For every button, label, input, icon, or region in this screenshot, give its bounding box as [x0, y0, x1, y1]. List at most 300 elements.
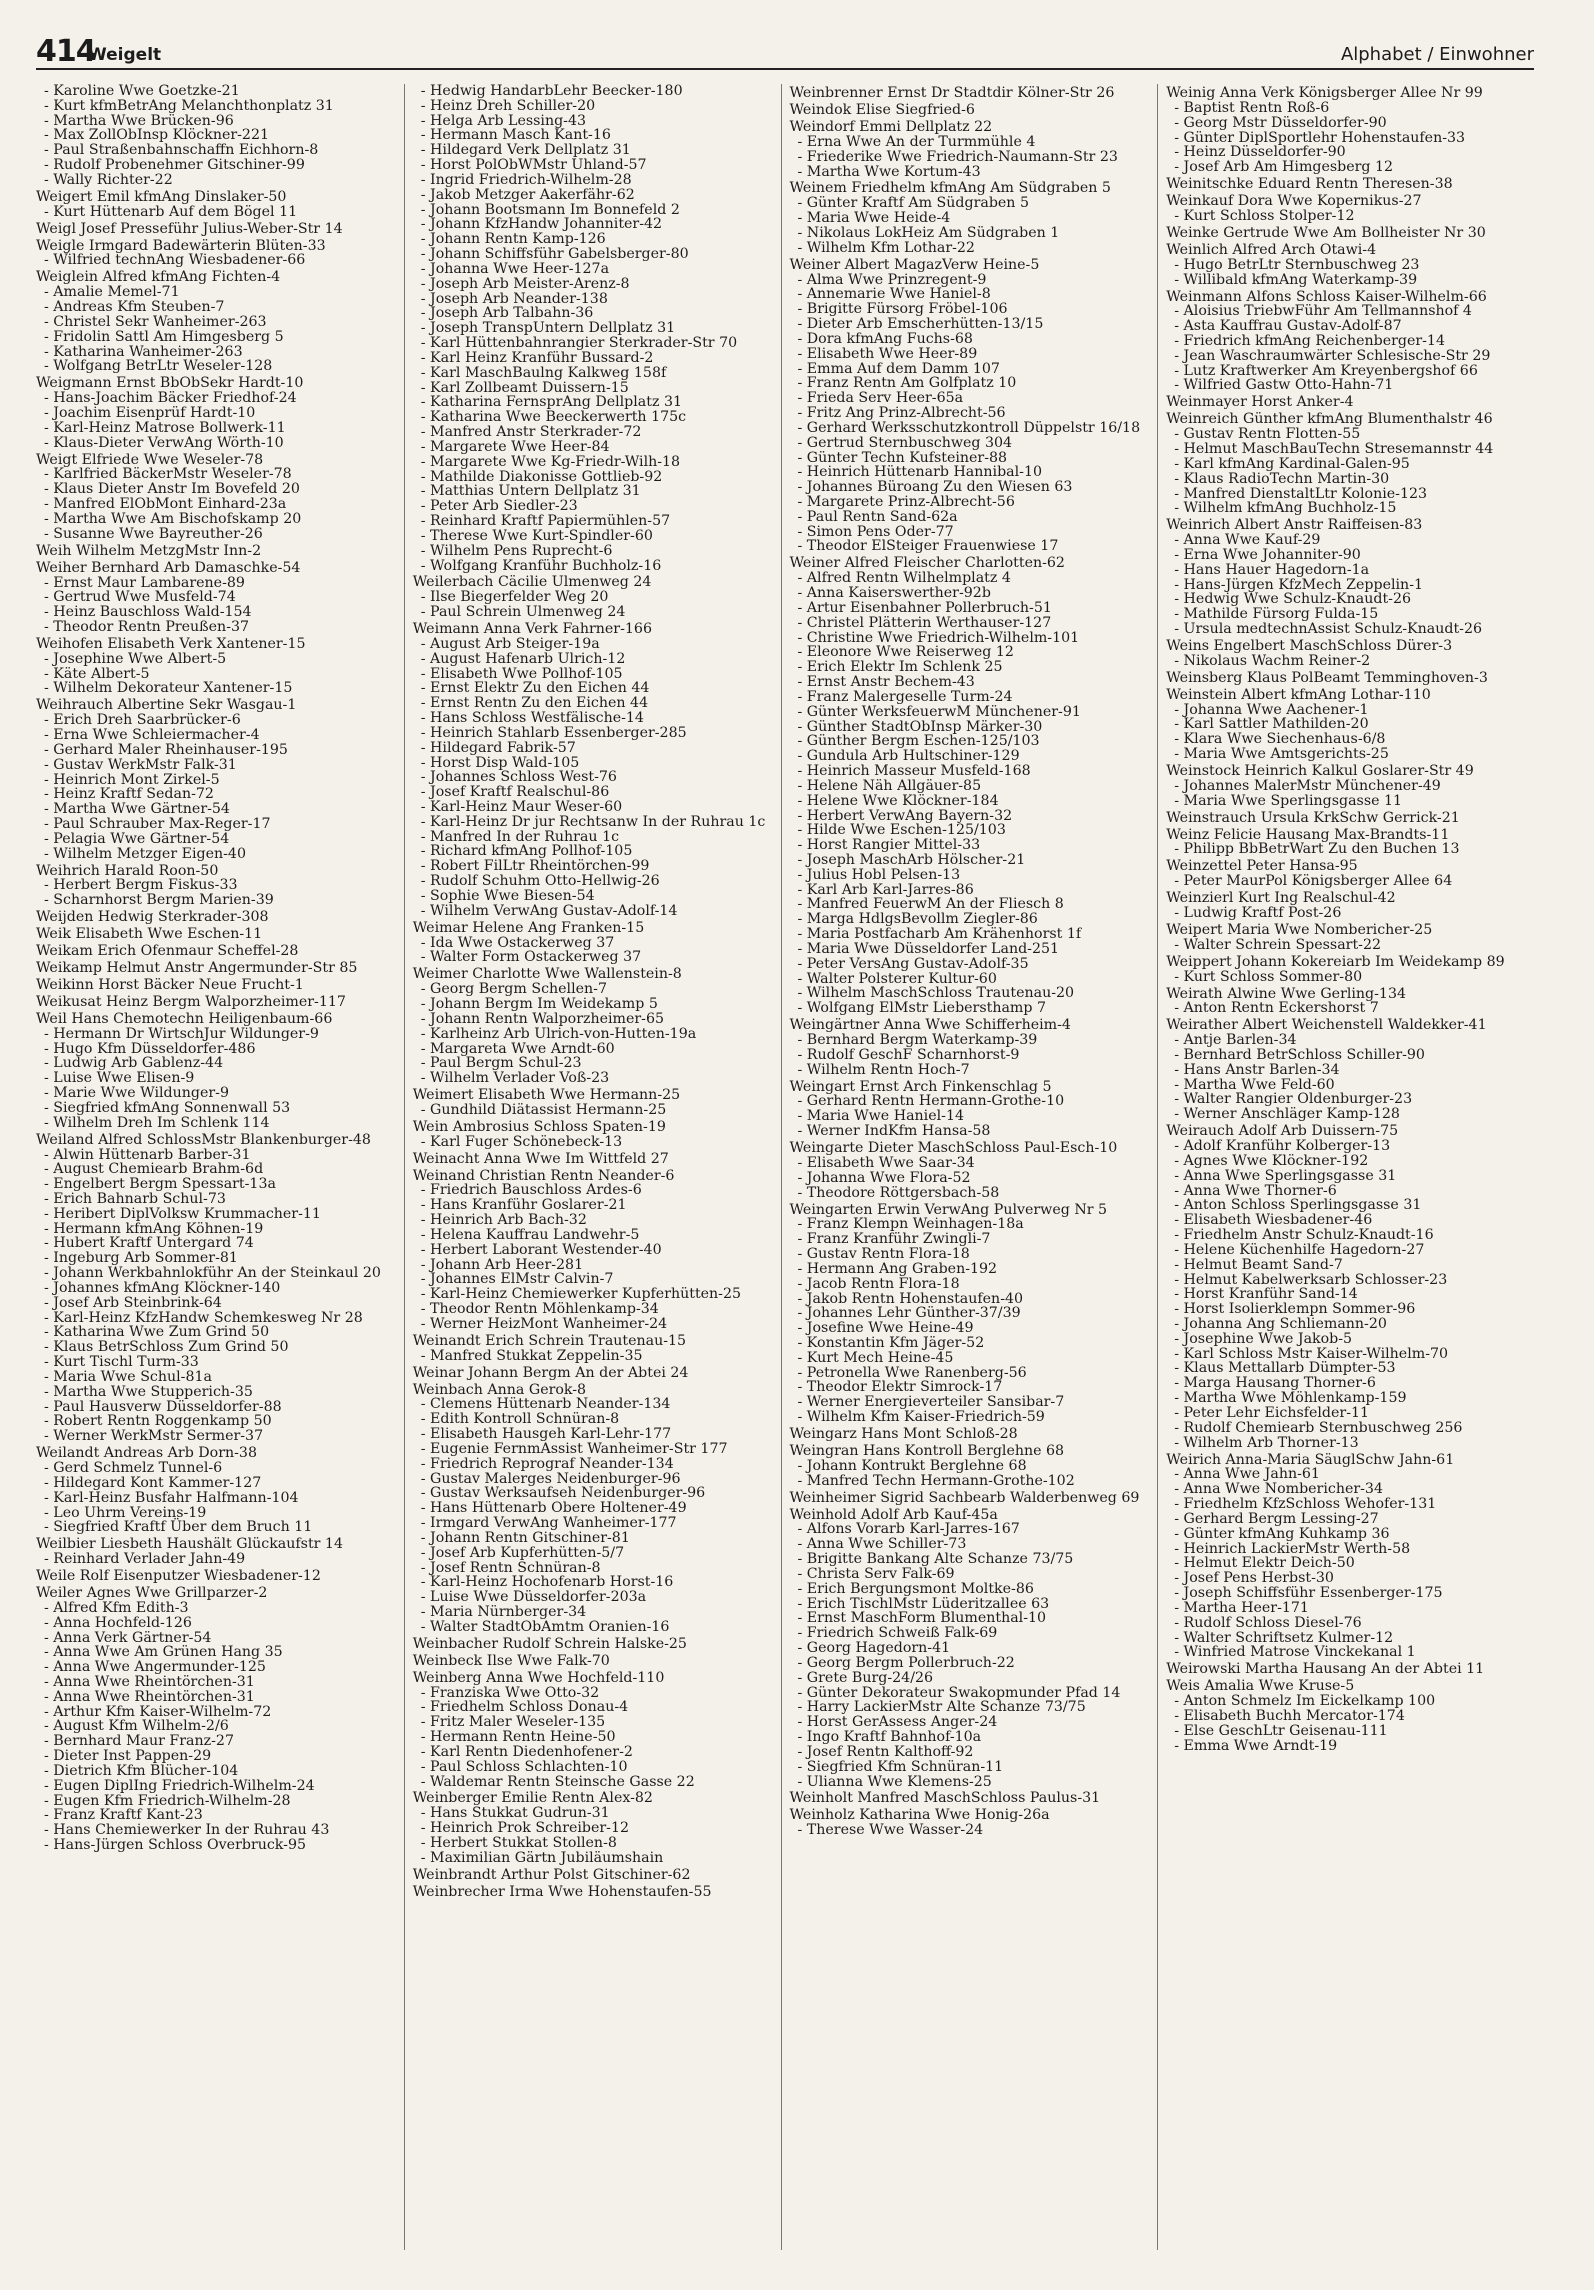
sub-entry: - Johann Rentn Kamp-126	[420, 231, 606, 248]
sub-entry: - Werner Anschläger Kamp-128	[1174, 1106, 1400, 1123]
sub-entry: - Erna Wwe Johanniter-90	[1174, 546, 1361, 563]
surname-entry: Weimann Anna Verk Fahrner-166	[412, 621, 652, 638]
sub-entry: - Manfred DienstaltLtr Kolonie-123	[1174, 485, 1428, 502]
sub-entry: - Jean Waschraumwärter Schlesische-Str 29	[1174, 347, 1491, 364]
sub-entry: - Joseph Arb Meister-Arenz-8	[420, 275, 630, 292]
sub-entry: - Wilhelm Pens Ruprecht-6	[420, 542, 613, 559]
surname-entry: Weinz Felicie Hausang Max-Brandts-11	[1166, 826, 1450, 843]
sub-entry: - Ludwig Kraftf Post-26	[1174, 905, 1342, 922]
sub-entry: - Josef Arb Am Himgesberg 12	[1174, 159, 1394, 176]
sub-entry: - Ida Wwe Ostackerweg 37	[420, 934, 615, 951]
surname-entry: Weinitschke Eduard Rentn Theresen-38	[1166, 176, 1453, 193]
surname-entry: Weinheimer Sigrid Sachbearb Walderbenweg 69	[789, 1489, 1140, 1506]
surname-entry: Weinlich Alfred Arch Otawi-4	[1166, 241, 1377, 258]
sub-entry: - Werner Energieverteiler Sansibar-7	[797, 1394, 1065, 1411]
surname-entry: Weinbrecher Irma Wwe Hohenstaufen-55	[412, 1883, 712, 1900]
sub-entry: - Winfried Matrose Vinckekanal 1	[1174, 1644, 1416, 1661]
sub-entry: - Karl Arb Karl-Jarres-86	[797, 881, 974, 898]
sub-entry: - Dieter Arb Emscherhütten-13/15	[797, 316, 1044, 333]
sub-entry: - Fritz Ang Prinz-Albrecht-56	[797, 405, 1006, 422]
directory-column-2	[404, 84, 781, 2250]
sub-entry: - Artur Eisenbahner Pollerbruch-51	[797, 599, 1052, 616]
surname-entry: Weingart Ernst Arch Finkenschlag 5	[789, 1078, 1052, 1095]
sub-entry: - Ernst Elektr Zu den Eichen 44	[420, 680, 650, 697]
sub-entry: - Heinz Düsseldorfer-90	[1174, 144, 1346, 161]
sub-entry: - Pelagia Wwe Gärtner-54	[44, 830, 230, 847]
sub-entry: - Gundula Arb Hultschiner-129	[797, 748, 1020, 765]
page-header	[36, 34, 1534, 70]
sub-entry: - Helene Küchenhilfe Hagedorn-27	[1174, 1241, 1425, 1258]
sub-entry: - Paul Bergm Schul-23	[420, 1055, 582, 1072]
sub-entry: - Franziska Wwe Otto-32	[420, 1684, 600, 1701]
sub-entry: - Theodor Elektr Simrock-17	[797, 1379, 1003, 1396]
surname-entry: Wein Ambrosius Schloss Spaten-19	[412, 1118, 666, 1135]
sub-entry: - Anton Rentn Eckershorst 7	[1174, 1000, 1379, 1017]
sub-entry: - Walter Form Ostackerweg 37	[420, 949, 642, 966]
sub-entry: - Walter Polsterer Kultur-60	[797, 970, 997, 987]
surname-entry: Weigle Irmgard Badewärterin Blüten-33	[36, 237, 326, 254]
sub-entry: - Karl-Heinz Matrose Bollwerk-11	[44, 419, 286, 436]
sub-entry: - Hermann Dr WirtschJur Wildunger-9	[44, 1025, 319, 1042]
sub-entry: - Richard kfmAng Pollhof-105	[420, 843, 633, 860]
sub-entry: - Karlheinz Arb Ulrich-von-Hutten-19a	[420, 1025, 697, 1042]
sub-entry: - Johannes Lehr Günther-37/39	[797, 1305, 1021, 1322]
sub-entry: - Eugen Kfm Friedrich-Wilhelm-28	[44, 1792, 291, 1809]
sub-entry: - Alfred Rentn Wilhelmplatz 4	[797, 570, 1011, 587]
surname-entry: Weinstein Albert kfmAng Lothar-110	[1166, 686, 1431, 703]
sub-entry: - Heinrich Masseur Musfeld-168	[797, 763, 1031, 780]
sub-entry: - Hildegard Verk Dellplatz 31	[420, 142, 631, 159]
sub-entry: - Agnes Wwe Klöckner-192	[1174, 1152, 1369, 1169]
sub-entry: - Katharina Wanheimer-263	[44, 343, 243, 360]
surname-entry: Weinberger Emilie Rentn Alex-82	[412, 1790, 653, 1807]
surname-entry: Weinstrauch Ursula KrkSchw Gerrick-21	[1166, 809, 1460, 826]
surname-entry: Weihofen Elisabeth Verk Xantener-15	[36, 635, 306, 652]
sub-entry: - Erich Elektr Im Schlenk 25	[797, 659, 1003, 676]
sub-entry: - Johannes kfmAng Klöckner-140	[44, 1279, 281, 1296]
sub-entry: - Manfred Stukkat Zeppelin-35	[420, 1347, 643, 1364]
sub-entry: - Hans Anstr Barlen-34	[1174, 1061, 1340, 1078]
sub-entry: - Theodore Röttgersbach-58	[797, 1184, 1000, 1201]
sub-entry: - Erna Wwe Schleiermacher-4	[44, 727, 260, 744]
sub-entry: - Johann Werkbahnlokführ An der Steinkaul 20	[44, 1265, 381, 1282]
sub-entry: - Anna Wwe Nombericher-34	[1174, 1481, 1383, 1498]
sub-entry: - Hermann kfmAng Köhnen-19	[44, 1220, 264, 1237]
surname-entry: Weis Amalia Wwe Kruse-5	[1166, 1678, 1355, 1695]
sub-entry: - Elisabeth Wwe Heer-89	[797, 345, 978, 362]
sub-entry: - Wolfgang ElMstr Liebersthamp 7	[797, 1000, 1046, 1017]
sub-entry: - Grete Burg-24/26	[797, 1669, 934, 1686]
surname-entry: Weiner Alfred Fleischer Charlotten-62	[789, 555, 1065, 572]
sub-entry: - Karl-Heinz Maur Weser-60	[420, 799, 623, 815]
sub-entry: - Wilhelm Metzger Eigen-40	[44, 845, 246, 862]
surname-entry: Weinbach Anna Gerok-8	[412, 1381, 587, 1398]
surname-entry: Weinbrenner Ernst Dr Stadtdir Kölner-Str 26	[789, 85, 1115, 102]
sub-entry: - Josephine Wwe Jakob-5	[1174, 1330, 1353, 1347]
sub-entry: - Erich Bahnarb Schul-73	[44, 1191, 226, 1207]
sub-entry: - Anna Verk Gärtner-54	[44, 1629, 212, 1646]
surname-entry: Weiher Bernhard Arb Damaschke-54	[36, 559, 301, 576]
surname-entry: Weikinn Horst Bäcker Neue Frucht-1	[36, 977, 304, 994]
sub-entry: - Kurt Mech Heine-45	[797, 1349, 954, 1366]
surname-entry: Weinar Johann Bergm An der Abtei 24	[412, 1364, 689, 1381]
sub-entry: - Gustav WerkMstr Falk-31	[44, 756, 237, 773]
sub-entry: - Karl Sattler Mathilden-20	[1174, 716, 1369, 733]
sub-entry: - Martha Wwe Gärtner-54	[44, 801, 230, 818]
surname-entry: Weiler Agnes Wwe Grillparzer-2	[36, 1585, 268, 1602]
sub-entry: - Josef Kraftf Realschul-86	[420, 784, 610, 801]
sub-entry: - Margareta Wwe Arndt-60	[420, 1040, 615, 1057]
sub-entry: - Therese Wwe Kurt-Spindler-60	[420, 527, 653, 544]
sub-entry: - Heribert DiplVolksw Krummacher-11	[44, 1205, 321, 1222]
directory-columns	[36, 84, 1534, 2250]
sub-entry: - Maria Nürnberger-34	[420, 1604, 587, 1621]
sub-entry: - Siegfried Kraftf Über dem Bruch 11	[44, 1519, 313, 1536]
sub-entry: - Johanna Wwe Aachener-1	[1174, 701, 1369, 718]
sub-entry: - Franz Klempn Weinhagen-18a	[797, 1216, 1024, 1233]
sub-entry: - Hans-Jürgen Schloss Overbruck-95	[44, 1837, 306, 1854]
sub-entry: - Bernhard BetrSchloss Schiller-90	[1174, 1046, 1425, 1063]
sub-entry: - Siegfried kfmAng Sonnenwall 53	[44, 1099, 291, 1116]
sub-entry: - Walter Schrein Spessart-22	[1174, 936, 1381, 953]
sub-entry: - Günter WerksfeuerwM Münchener-91	[797, 703, 1081, 720]
sub-entry: - Herbert Bergm Fiskus-33	[44, 877, 238, 894]
sub-entry: - Ernst Rentn Zu den Eichen 44	[420, 695, 649, 712]
sub-entry: - Philipp BbBetrWart Zu den Buchen 13	[1174, 841, 1460, 858]
sub-entry: - Georg Bergm Schellen-7	[420, 981, 607, 998]
surname-entry: Weirauch Adolf Arb Duissern-75	[1166, 1123, 1399, 1140]
sub-entry: - Manfred Techn Hermann-Grothe-102	[797, 1472, 1075, 1489]
running-head-name: Weigelt	[88, 45, 162, 65]
sub-entry: - Günter Techn Kufsteiner-88	[797, 449, 1008, 466]
sub-entry: - Wally Richter-22	[44, 171, 173, 188]
surname-entry: Weindok Elise Siegfried-6	[789, 102, 975, 119]
sub-entry: - Eleonore Wwe Reiserweg 12	[797, 644, 1014, 661]
surname-entry: Weipert Maria Wwe Nombericher-25	[1166, 921, 1433, 938]
sub-entry: - Johanna Wwe Flora-52	[797, 1169, 971, 1186]
surname-entry: Weiland Alfred SchlossMstr Blankenburger-48	[36, 1131, 371, 1148]
sub-entry: - Gustav Rentn Flora-18	[797, 1246, 970, 1263]
surname-entry: Weinbrandt Arthur Polst Gitschiner-62	[412, 1866, 691, 1883]
sub-entry: - Engelbert Bergm Spessart-13a	[44, 1176, 276, 1193]
surname-entry: Weinsberg Klaus PolBeamt Temminghoven-3	[1166, 669, 1488, 686]
surname-entry: Weih Wilhelm MetzgMstr Inn-2	[36, 542, 262, 559]
sub-entry: - Petronella Wwe Ranenberg-56	[797, 1364, 1027, 1381]
sub-entry: - Klaus Mettallarb Dümpter-53	[1174, 1360, 1396, 1377]
sub-entry: - Anna Wwe Jahn-61	[1174, 1466, 1320, 1483]
sub-entry: - Georg Mstr Düsseldorfer-90	[1174, 114, 1387, 131]
surname-entry: Weindorf Emmi Dellplatz 22	[789, 119, 993, 136]
sub-entry: - Franz Kranführ Zwingli-7	[797, 1231, 991, 1248]
sub-entry: - Wilhelm VerwAng Gustav-Adolf-14	[420, 902, 678, 919]
sub-entry: - Günter kfmAng Kuhkamp 36	[1174, 1525, 1390, 1542]
surname-entry: Weinkauf Dora Wwe Kopernikus-27	[1166, 193, 1422, 210]
sub-entry: - Maria Wwe Schul-81a	[44, 1368, 212, 1385]
sub-entry: - Ernst Maur Lambarene-89	[44, 574, 245, 591]
sub-entry: - Gustav Werksaufseh Neidenburger-96	[420, 1485, 706, 1502]
sub-entry: - Anna Wwe Sperlingsgasse 31	[1174, 1167, 1397, 1184]
sub-entry: - Klara Wwe Siechenhaus-6/8	[1174, 731, 1386, 748]
surname-entry: Weikamp Helmut Anstr Angermunder-Str 85	[36, 960, 358, 977]
sub-entry: - Gerhard Bergm Lessing-27	[1174, 1510, 1379, 1527]
surname-entry: Weingarten Erwin VerwAng Pulverweg Nr 5	[789, 1201, 1108, 1218]
sub-entry: - Anna Wwe Rheintörchen-31	[44, 1688, 255, 1705]
sub-entry: - Marie Wwe Wildunger-9	[44, 1085, 229, 1102]
surname-entry: Weinand Christian Rentn Neander-6	[412, 1167, 675, 1184]
sub-entry: - Hedwig HandarbLehr Beecker-180	[420, 84, 683, 99]
surname-entry: Weinholt Manfred MaschSchloss Paulus-31	[789, 1790, 1101, 1807]
section-title: Alphabet / Einwohner	[1340, 44, 1534, 65]
surname-entry: Weilerbach Cäcilie Ulmenweg 24	[412, 574, 652, 591]
sub-entry: - Gundhild Diätassist Hermann-25	[420, 1101, 667, 1118]
surname-entry: Weirather Albert Weichenstell Waldekker-41	[1166, 1017, 1487, 1034]
sub-entry: - Brigitte Fürsorg Fröbel-106	[797, 301, 1008, 318]
sub-entry: - Hans Schloss Westfälische-14	[420, 710, 644, 727]
sub-entry: - Martha Wwe Am Bischofskamp 20	[44, 510, 302, 527]
sub-entry: - Clemens Hüttenarb Neander-134	[420, 1396, 671, 1413]
sub-entry: - Herbert Stukkat Stollen-8	[420, 1834, 617, 1851]
sub-entry: - Heinrich Arb Bach-32	[420, 1212, 587, 1229]
sub-entry: - Emma Wwe Arndt-19	[1174, 1737, 1338, 1754]
sub-entry: - Karl Schloss Mstr Kaiser-Wilhelm-70	[1174, 1345, 1449, 1362]
sub-entry: - Rudolf Chemiearb Sternbuschweg 256	[1174, 1419, 1463, 1436]
sub-entry: - Franz Malergeselle Turm-24	[797, 688, 1013, 705]
sub-entry: - Christel Plätterin Werthauser-127	[797, 614, 1052, 631]
surname-entry: Weigmann Ernst BbObSekr Hardt-10	[36, 375, 304, 392]
sub-entry: - Werner IndKfm Hansa-58	[797, 1123, 991, 1140]
sub-entry: - Alfons Vorarb Karl-Jarres-167	[797, 1521, 1020, 1538]
sub-entry: - Jakob Metzger Aakerfähr-62	[420, 186, 635, 203]
sub-entry: - Josef Rentn Schnüran-8	[420, 1559, 601, 1576]
sub-entry: - Horst Kranführ Sand-14	[1174, 1286, 1358, 1303]
sub-entry: - Johanna Ang Schliemann-20	[1174, 1316, 1387, 1332]
surname-entry: Weingärtner Anna Wwe Schifferheim-4	[789, 1017, 1071, 1034]
sub-entry: - Eugenie FernmAssist Wanheimer-Str 177	[420, 1440, 728, 1457]
sub-entry: - Christel Sekr Wanheimer-263	[44, 313, 267, 330]
sub-entry: - Hilde Wwe Eschen-125/103	[797, 822, 1006, 839]
sub-entry: - Wilfried technAng Wiesbadener-66	[44, 252, 306, 269]
sub-entry: - Friedhelm Schloss Donau-4	[420, 1699, 629, 1716]
surname-entry: Weinmann Alfons Schloss Kaiser-Wilhelm-66	[1166, 288, 1487, 305]
sub-entry: - Theodor ElSteiger Frauenwiese 17	[797, 538, 1059, 555]
sub-entry: - Adolf Kranführ Kolberger-13	[1174, 1138, 1391, 1155]
sub-entry: - Arthur Kfm Kaiser-Wilhelm-72	[44, 1703, 272, 1720]
surname-entry: Weil Hans Chemotechn Heiligenbaum-66	[36, 1010, 333, 1027]
sub-entry: - Anna Wwe Kauf-29	[1174, 532, 1321, 549]
surname-entry: Weilbier Liesbeth Haushält Glückaufstr 14	[36, 1536, 343, 1553]
sub-entry: - Friedrich kfmAng Reichenberger-14	[1174, 333, 1445, 349]
surname-entry: Weippert Johann Kokereiarb Im Weidekamp 89	[1166, 953, 1505, 970]
sub-entry: - Antje Barlen-34	[1174, 1032, 1297, 1049]
directory-column-4	[1157, 84, 1534, 2250]
sub-entry: - Ernst Anstr Bechem-43	[797, 674, 975, 691]
sub-entry: - Heinrich Prok Schreiber-12	[420, 1820, 630, 1837]
sub-entry: - Theodor Rentn Möhlenkamp-34	[420, 1301, 659, 1318]
sub-entry: - Johann Rentn Gitschiner-81	[420, 1529, 630, 1546]
sub-entry: - Annemarie Wwe Haniel-8	[797, 286, 991, 303]
sub-entry: - Hubert Kraftf Untergard 74	[44, 1235, 254, 1252]
sub-entry: - Martha Wwe Brücken-96	[44, 112, 234, 129]
sub-entry: - Hans Chemiewerker In der Ruhrau 43	[44, 1822, 330, 1839]
sub-entry: - Maria Postfacharb Am Krähenhorst 1f	[797, 926, 1082, 943]
sub-entry: - Günter DiplSportlehr Hohenstaufen-33	[1174, 129, 1466, 146]
sub-entry: - Friedhelm Anstr Schulz-Knaudt-16	[1174, 1227, 1434, 1244]
sub-entry: - Helga Arb Lessing-43	[420, 112, 587, 129]
sub-entry: - Wilhelm Dekorateur Xantener-15	[44, 680, 293, 697]
sub-entry: - Karl-Heinz Busfahr Halfmann-104	[44, 1489, 299, 1506]
sub-entry: - Max ZollObInsp Klöckner-221	[44, 127, 270, 144]
surname-entry: Weinem Friedhelm kfmAng Am Südgraben 5	[789, 180, 1111, 197]
sub-entry: - Josef Arb Steinbrink-64	[44, 1294, 222, 1311]
sub-entry: - Julius Hobl Pelsen-13	[797, 866, 961, 883]
sub-entry: - Gertrud Sternbuschweg 304	[797, 434, 1013, 451]
sub-entry: - Ingeburg Arb Sommer-81	[44, 1250, 238, 1267]
surname-entry: Weinholz Katharina Wwe Honig-26a	[789, 1807, 1050, 1824]
sub-entry: - Katharina FernsprAng Dellplatz 31	[420, 394, 682, 411]
sub-entry: - Peter MaurPol Königsberger Allee 64	[1174, 873, 1453, 890]
sub-entry: - Maria Wwe Heide-4	[797, 210, 951, 227]
sub-entry: - Peter VersAng Gustav-Adolf-35	[797, 955, 1029, 972]
surname-entry: Weinhold Adolf Arb Kauf-45a	[789, 1506, 998, 1523]
sub-entry: - Mathilde Fürsorg Fulda-15	[1174, 606, 1379, 623]
sub-entry: - Karl Zollbeamt Duissern-15	[420, 379, 629, 396]
sub-entry: - Susanne Wwe Bayreuther-26	[44, 525, 263, 542]
sub-entry: - Horst PolObWMstr Uhland-57	[420, 157, 647, 174]
sub-entry: - Ernst MaschForm Blumenthal-10	[797, 1610, 1047, 1627]
sub-entry: - Johannes ElMstr Calvin-7	[420, 1271, 614, 1288]
sub-entry: - Hugo BetrLtr Sternbuschweg 23	[1174, 256, 1420, 273]
sub-entry: - Johannes Schloss West-76	[420, 769, 617, 786]
sub-entry: - Emma Auf dem Damm 107	[797, 360, 1000, 377]
sub-entry: - Josef Pens Herbst-30	[1174, 1570, 1334, 1587]
sub-entry: - Frieda Serv Heer-65a	[797, 390, 964, 407]
sub-entry: - Anton Schmelz Im Eickelkamp 100	[1174, 1693, 1436, 1710]
sub-entry: - Luise Wwe Düsseldorfer-203a	[420, 1589, 647, 1606]
sub-entry: - Maria Wwe Haniel-14	[797, 1108, 964, 1125]
sub-entry: - Anna Wwe Am Grünen Hang 35	[44, 1644, 283, 1661]
sub-entry: - Sophie Wwe Biesen-54	[420, 887, 595, 904]
surname-entry: Weinandt Erich Schrein Trautenau-15	[412, 1332, 687, 1349]
sub-entry: - Gertrud Wwe Musfeld-74	[44, 589, 236, 606]
sub-entry: - Eugen DiplIng Friedrich-Wilhelm-24	[44, 1777, 315, 1794]
sub-entry: - Joseph MaschArb Hölscher-21	[797, 851, 1026, 868]
sub-entry: - Walter StadtObAmtm Oranien-16	[420, 1618, 670, 1635]
sub-entry: - Helmut MaschBauTechn Stresemannstr 44	[1174, 441, 1494, 458]
sub-entry: - Heinrich LackierMstr Werth-58	[1174, 1540, 1411, 1557]
sub-entry: - Helene Wwe Klöckner-184	[797, 792, 999, 809]
sub-entry: - Christa Serv Falk-69	[797, 1565, 955, 1582]
sub-entry: - Herbert Laborant Westender-40	[420, 1241, 662, 1258]
sub-entry: - Horst Isolierklempn Sommer-96	[1174, 1301, 1416, 1318]
sub-entry: - Margarete Wwe Kg-Friedr-Wilh-18	[420, 453, 681, 470]
sub-entry: - Karl-Heinz Hochofenarb Horst-16	[420, 1574, 674, 1591]
sub-entry: - Hildegard Kont Kammer-127	[44, 1474, 262, 1491]
sub-entry: - Karl Rentn Diedenhofener-2	[420, 1743, 633, 1760]
sub-entry: - Franz Rentn Am Golfplatz 10	[797, 375, 1017, 392]
sub-entry: - Erna Wwe An der Turmmühle 4	[797, 133, 1036, 150]
sub-entry: - Joseph TranspUntern Dellplatz 31	[420, 320, 676, 337]
sub-entry: - Paul Rentn Sand-62a	[797, 508, 958, 525]
sub-entry: - August Arb Steiger-19a	[420, 635, 600, 652]
sub-entry: - Rudolf Schloss Diesel-76	[1174, 1614, 1362, 1631]
page-number: 414	[36, 34, 96, 69]
sub-entry: - Georg Bergm Pollerbruch-22	[797, 1654, 1015, 1671]
sub-entry: - Georg Hagedorn-41	[797, 1640, 951, 1657]
surname-entry: Weinke Gertrude Wwe Am Bollheister Nr 30	[1166, 224, 1486, 241]
sub-entry: - Hedwig Wwe Schulz-Knaudt-26	[1174, 591, 1412, 608]
sub-entry: - Fritz Maler Weseler-135	[420, 1714, 606, 1731]
sub-entry: - Karl-Heinz Dr jur Rechtsanw In der Ruhrau 1c	[420, 813, 766, 830]
sub-entry: - Edith Kontroll Schnüran-8	[420, 1411, 620, 1428]
sub-entry: - Scharnhorst Bergm Marien-39	[44, 892, 274, 909]
sub-entry: - Josef Rentn Kalthoff-92	[797, 1743, 974, 1760]
sub-entry: - Manfred FeuerwM An der Fliesch 8	[797, 896, 1064, 913]
surname-entry: Weirath Alwine Wwe Gerling-134	[1166, 985, 1407, 1002]
sub-entry: - Hermann Ang Graben-192	[797, 1260, 998, 1277]
surname-entry: Weirowski Martha Hausang An der Abtei 11	[1166, 1661, 1485, 1678]
sub-entry: - Johann Kontrukt Berglehne 68	[797, 1457, 1027, 1474]
surname-entry: Weijden Hedwig Sterkrader-308	[36, 909, 269, 926]
sub-entry: - Jakob Rentn Hohenstaufen-40	[797, 1290, 1024, 1307]
sub-entry: - Wilhelm Verlader Voß-23	[420, 1070, 610, 1087]
sub-entry: - Ludwig Arb Gablenz-44	[44, 1055, 224, 1072]
sub-entry: - Heinrich Stahlarb Essenberger-285	[420, 724, 687, 741]
sub-entry: - Elisabeth Hausgeh Karl-Lehr-177	[420, 1426, 672, 1443]
sub-entry: - Paul Schloss Schlachten-10	[420, 1758, 628, 1775]
sub-entry: - Christine Wwe Friedrich-Wilhelm-101	[797, 629, 1080, 646]
sub-entry: - Wolfgang Kranführ Buchholz-16	[420, 557, 662, 574]
sub-entry: - Amalie Memel-71	[44, 284, 180, 301]
sub-entry: - Karl Fuger Schönebeck-13	[420, 1133, 623, 1150]
sub-entry: - Katharina Wwe Zum Grind 50	[44, 1324, 270, 1341]
sub-entry: - Werner HeizMont Wanheimer-24	[420, 1315, 668, 1332]
surname-entry: Weihrich Harald Roon-50	[36, 862, 219, 879]
sub-entry: - Karl kfmAng Kardinal-Galen-95	[1174, 455, 1410, 472]
surname-entry: Weingran Hans Kontroll Berglehne 68	[789, 1443, 1065, 1460]
sub-entry: - Anna Wwe Angermunder-125	[44, 1659, 266, 1676]
sub-entry: - Maria Wwe Sperlingsgasse 11	[1174, 792, 1403, 809]
sub-entry: - Rudolf GeschF Scharnhorst-9	[797, 1046, 1020, 1063]
sub-entry: - Alfred Kfm Edith-3	[44, 1599, 189, 1616]
sub-entry: - Friedrich Bauschloss Ardes-6	[420, 1182, 642, 1199]
sub-entry: - Elisabeth Buchh Mercator-174	[1174, 1707, 1405, 1724]
sub-entry: - Wilhelm MaschSchloss Trautenau-20	[797, 985, 1075, 1002]
sub-entry: - Siegfried Kfm Schnüran-11	[797, 1758, 1004, 1775]
sub-entry: - Hans Hauer Hagedorn-1a	[1174, 561, 1370, 578]
sub-entry: - Helmut Elektr Deich-50	[1174, 1555, 1355, 1572]
sub-entry: - Anna Wwe Schiller-73	[797, 1536, 967, 1553]
sub-entry: - Maria Wwe Düsseldorfer Land-251	[797, 940, 1060, 957]
sub-entry: - Karl Heinz Kranführ Bussard-2	[420, 349, 654, 366]
sub-entry: - Ingrid Friedrich-Wilhelm-28	[420, 171, 632, 188]
surname-entry: Weinig Anna Verk Königsberger Allee Nr 99	[1166, 85, 1483, 102]
sub-entry: - Johanna Wwe Heer-127a	[420, 260, 610, 277]
sub-entry: - Ilse Biegerfelder Weg 20	[420, 589, 609, 606]
surname-entry: Weik Elisabeth Wwe Eschen-11	[36, 926, 263, 943]
sub-entry: - Andreas Kfm Steuben-7	[44, 299, 225, 316]
sub-entry: - August Chemiearb Brahm-6d	[44, 1161, 264, 1178]
sub-entry: - Paul Schrein Ulmenweg 24	[420, 604, 626, 621]
directory-column-1	[36, 84, 404, 2250]
sub-entry: - Karl MaschBaulng Kalkweg 158f	[420, 364, 667, 381]
directory-column-3	[781, 84, 1158, 2250]
surname-entry: Weinzettel Peter Hansa-95	[1166, 858, 1358, 875]
sub-entry: - Aloisius TriebwFühr Am Tellmannshof 4	[1174, 303, 1472, 320]
sub-entry: - Helmut Beamt Sand-7	[1174, 1256, 1343, 1273]
sub-entry: - Luise Wwe Elisen-9	[44, 1070, 195, 1087]
sub-entry: - Reinhard Kraftf Papiermühlen-57	[420, 513, 671, 530]
sub-entry: - Horst Rangier Mittel-33	[797, 837, 981, 854]
